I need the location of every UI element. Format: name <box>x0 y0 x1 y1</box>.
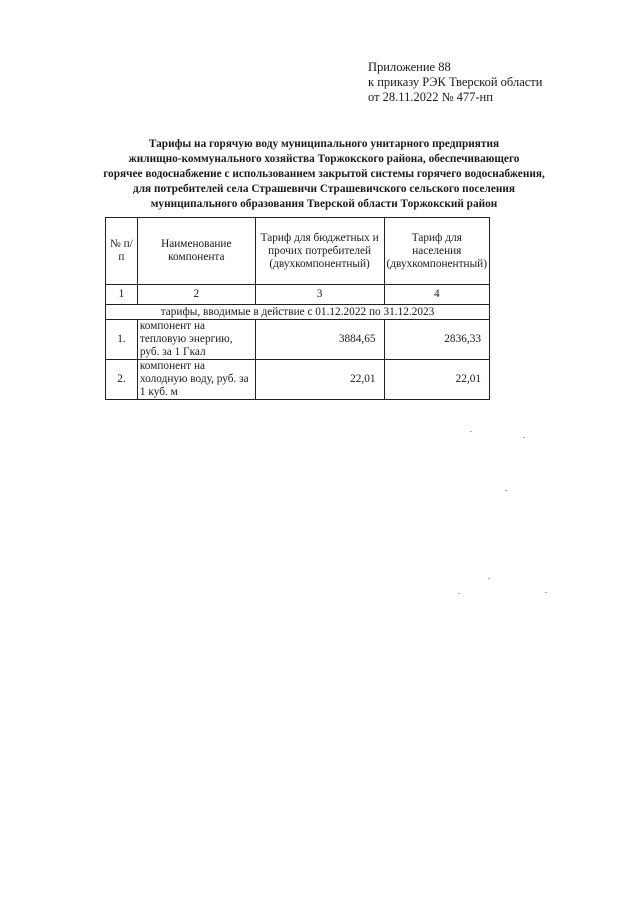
scan-speck <box>505 490 507 491</box>
scan-speck <box>458 593 460 594</box>
header-num: № п/п <box>106 218 138 285</box>
row-population-value: 22,01 <box>384 360 489 400</box>
scan-speck <box>488 578 490 579</box>
row-budget-value: 3884,65 <box>255 320 384 360</box>
table-row <box>106 320 490 360</box>
title-line: Тарифы на горячую воду муниципального унитарного предприятия <box>148 138 500 150</box>
column-number: 3 <box>255 285 384 305</box>
header-population: Тариф для населения (двухкомпонентный) <box>384 218 489 285</box>
title-line: жилищно-коммунального хозяйства Торжокского района, обеспечивающего <box>128 153 520 165</box>
document-title <box>95 137 553 212</box>
row-name: компонент на тепловую энергию, руб. за 1 Гкал <box>137 320 255 360</box>
row-num: 1. <box>106 320 138 360</box>
period-label: тарифы, вводимые в действие с 01.12.2022 по 31.12.2023 <box>106 305 490 320</box>
column-number: 4 <box>384 285 489 305</box>
appendix-number: Приложение 88 <box>368 60 451 74</box>
title-line: муниципального образования Тверской области Торжокский район <box>150 198 498 210</box>
row-num: 2. <box>106 360 138 400</box>
table-row <box>106 360 490 400</box>
appendix-reference <box>368 60 542 105</box>
table-header-row <box>106 218 490 285</box>
period-row <box>106 305 490 320</box>
column-number-row <box>106 285 490 305</box>
scan-speck <box>470 431 472 432</box>
scan-speck <box>523 437 525 438</box>
title-line: для потребителей села Страшевичи Страшевичского сельского поселения <box>133 183 515 195</box>
appendix-order-ref: к приказу РЭК Тверской области <box>368 75 543 89</box>
appendix-order-date: от 28.11.2022 № 477-нп <box>368 90 493 104</box>
scan-speck <box>545 592 547 593</box>
header-budget: Тариф для бюджетных и прочих потребителей (двухкомпонентный) <box>255 218 384 285</box>
tariff-table <box>105 217 490 400</box>
row-population-value: 2836,33 <box>384 320 489 360</box>
row-budget-value: 22,01 <box>255 360 384 400</box>
row-name: компонент на холодную воду, руб. за 1 куб. м <box>137 360 255 400</box>
column-number: 1 <box>106 285 138 305</box>
title-line: горячее водоснабжение с использованием закрытой системы горячего водоснабжения, <box>103 168 545 180</box>
header-name: Наименование компонента <box>137 218 255 285</box>
column-number: 2 <box>137 285 255 305</box>
